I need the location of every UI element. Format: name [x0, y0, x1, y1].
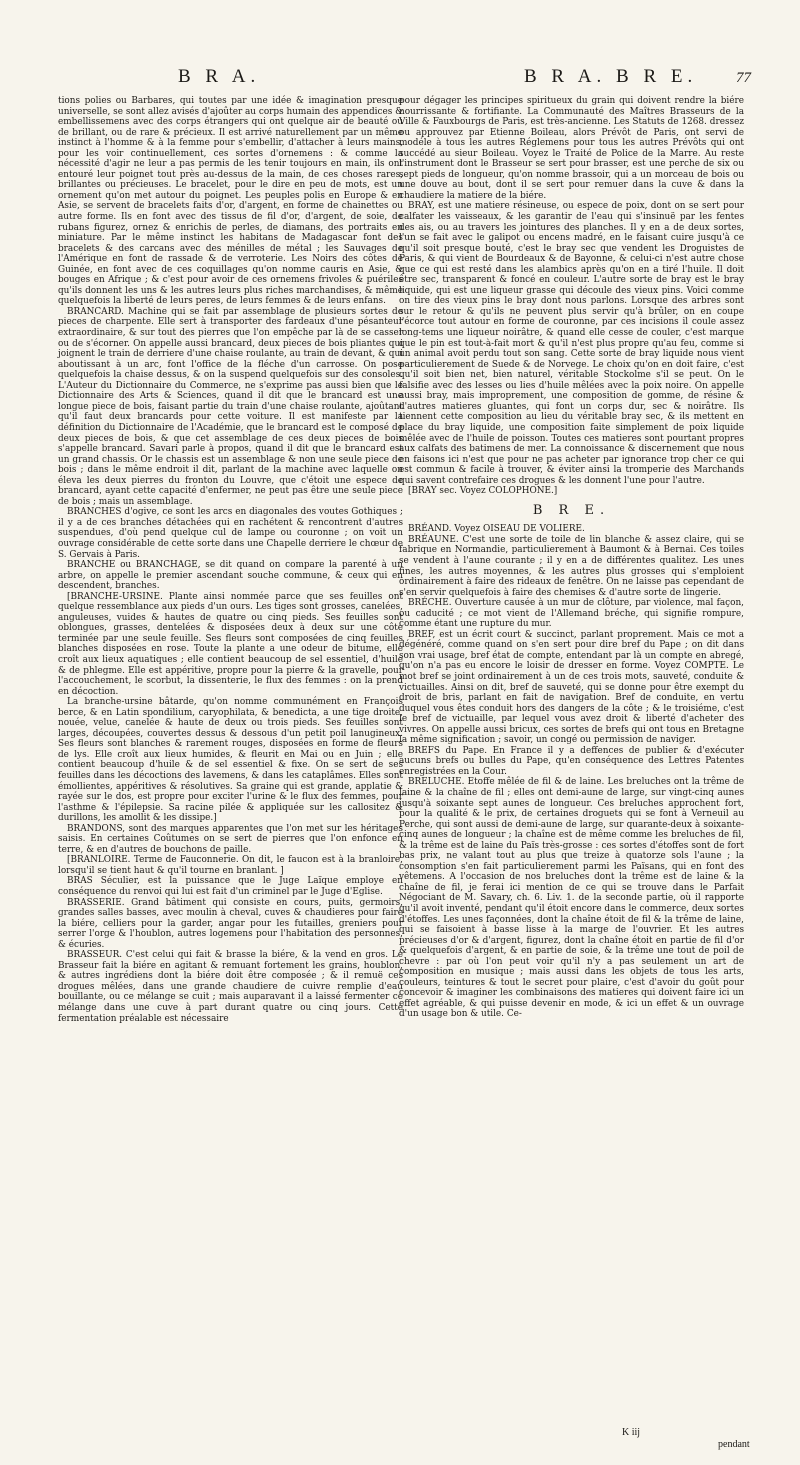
entry-bras-seculier: BRAS Séculier, est la puissance que le Juge Laïque employe en conséquence du renvoi qui lui est fait d'un criminel par le Juge d'Eglise. [58, 876, 403, 898]
entry-branche-ursine: [BRANCHE-URSINE. Plante ainsi nommée parce que ses feuilles ont quelque ressemblance aux pieds d'un ours. Les tiges sont grosses, canelées, anguleuses, vuides & hautes de quatre ou cinq pieds. Ses feuilles sont oblongues, grasses, dentelées & disposées deux à deux sur une côte terminée par une seule feuille. Ses fleurs sont composées de cinq feuilles blanches disposées en rose. Toute la plante a une odeur de bitume, elle croît aux lieux aquatiques ; elle contient beaucoup de sel essentiel, d'huile & de phlegme. Elle est appéritive, propre pour la pierre & la gravelle, pour l'accouchement, le scorbut, la dissenterie, le flux des femmes : on la prend en décoction. [58, 591, 403, 697]
signature-mark: K iij [622, 1427, 641, 1438]
entry-brasserie: BRASSERIE. Grand bâtiment qui consiste en cours, puits, germoirs, grandes salles basses, avec moulin à cheval, cuves & chaudieres pour faire la biére, celliers pour la garder, angar pour les futailles, greniers pour serrer l'orge & l'houblon, autres logemens pour l'habitation des personnes, & écuries. [58, 897, 403, 950]
entry-breand: BRÉAND. Voyez OISEAU DE VOLIERE. [408, 524, 585, 535]
running-head [0, 66, 800, 92]
left-column [58, 96, 403, 1024]
entry-branche: BRANCHE ou BRANCHAGE, se dit quand on compare la parenté à un arbre, on appelle le premier ascendant souche commune, & ceux qui en descendent, branches. [58, 560, 403, 592]
running-head-left: B R A. [178, 66, 261, 87]
section-heading-bre: B R E. [532, 502, 611, 518]
entry-bray: BRAY, est une matiere résineuse, ou espece de poix, dont on se sert pour calfater les vaisseaux, & les garantir de l'eau qui s'insinuë par les fentes des ais, ou au travers les jointures des planches. Il y en a de deux sortes, l'un se fait avec le galipot ou encens madré, en le faisant cuire jusqu'à ce qu'il soit presque bouté, c'est le bray sec que vendent les Droguistes de Paris, & qui vient de Bourdeaux & de Bayonne, & celui-ci n'est autre chose que ce qui est resté dans les alambics après qu'on en a tiré l'huile. Il doit être sec, transparent & foncé en couleur. L'autre sorte de bray est le bray liquide, qui est une liqueur grasse qui découle des vieux pins. Voici comme on tire des vieux pins le bray dont nous parlons. Lorsque des arbres sont sur le retour & qu'ils ne peuvent plus servir qu'à brûler, on en coupe l'écorce tout autour en forme de couronne, par ces incisions il coule assez long-tems une liqueur noirâtre, & quand elle cesse de couler, c'est marque que le pin est tout-à-fait mort & qu'il n'est plus propre qu'au feu, comme si un animal avoit perdu tout son sang. Cette sorte de bray liquide nous vient particulierement de Suede & de Norvege. Le choix qu'on en doit faire, c'est qu'il soit bien net, bien naturel, véritable Stockolme s'il se peut. On le falsifie avec des lesses ou lies d'huile mêlées avec la poix noire. On appelle aussi bray, mais improprement, une composition de gomme, de résine & d'autres matieres gluantes, qui font un corps dur, sec & noirâtre. Ils tiennent cette composition au lieu du véritable bray sec, & ils mettent en place du bray liquide, une composition faite simplement de poix liquide mêlée avec de l'huile de poisson. Toutes ces matieres sont pourtant propres aux calfats des batimens de mer. La connoissance & discernement que nous en faisons ici n'est que pour ne pas acheter par ignorance trop cher ce qui est commun & facile à trouver, & éviter ainsi la tromperie des Marchands qui savent contrefaire ces drogues & les donnent l'une pour l'autre. [399, 201, 744, 486]
entry-breche: BRÉCHE. Ouverture causée à un mur de clôture, par violence, mal façon, ou caducité ; ce mot vient de l'Allemand bréche, qui signifie rompure, comme étant une rupture du mur. [399, 598, 744, 630]
entry-brasseur-continued: pour dégager les principes spiritueux du grain qui doivent rendre la biére nourrissante & fortifiante. La Communauté des Maîtres Brasseurs de la Ville & Fauxbourgs de Paris, est très-ancienne. Les Statuts de 1268. dressez ou approuvez par Etienne Boileau, alors Prévôt de Paris, ont servi de modéle à tous les autres Réglemens pour tous les autres Prévôts qui ont succédé au sieur Boileau. Voyez le Traité de Police de la Marre. Au reste l'instrument dont le Brasseur se sert pour brasser, est une perche de six ou sept pieds de longueur, qu'on nomme brassoir, qui a un morceau de bois ou une douve au bout, dont il se sert pour remuer dans la cuve & dans la chaudiere la matiere de la biére. [399, 96, 744, 201]
running-head-right: B R A. B R E. [524, 66, 698, 87]
right-column [399, 96, 744, 1020]
entry-bray-sec: [BRAY sec. Voyez COLOPHONE.] [408, 486, 558, 497]
entry-brefs-du-pape: BREFS du Pape. En France il y a deffences de publier & d'exécuter aucuns brefs ou bulles du Pape, qu'en conséquence des Lettres Patentes enregistrées en la Cour. [399, 745, 744, 777]
entry-brancard: BRANCARD. Machine qui se fait par assemblage de plusieurs sortes de pieces de charpente. Elle sert à transporter des fardeaux d'une pésanteur extraordinaire, & sur tout des pierres que l'on empêche par là de se casser ou de s'écorner. On appelle aussi brancard, deux pieces de bois pliantes qui joignent le train de derriere d'une chaise roulante, au train de devant, & qui aboutissant à un arc, font l'office de la fléche d'un carrosse. On pose quelquefois la chaise dessus, & on la suspend quelquefois sur des consoles. L'Auteur du Dictionnaire du Commerce, ne s'exprime pas aussi bien que le Dictionnaire des Arts & Sciences, quand il dit que le brancard est une longue piece de bois, faisant partie du train d'une chaise roulante, ajoûtant qu'il faut deux brancards pour cette voiture. Il est manifeste par la définition du Dictionnaire de l'Académie, que le brancard est le composé de deux pieces de bois, & que cet assemblage de ces deux pieces de bois s'appelle brancard. Savari parle à propos, quand il dit que le brancard est un grand chassis. Or le chassis est un assemblage & non une seule piece de bois ; dans le même endroit il dit, parlant de la machine avec laquelle on éleva les deux pierres du fronton du Louvre, que c'étoit une espece de brancard, ayant cette capacité d'enfermer, ne peut pas être une seule piece de bois ; mais un assemblage. [58, 306, 403, 507]
entry-branloire: [BRANLOIRE. Terme de Fauconnerie. On dit, le faucon est à la branloire, lorsqu'il se tient haut & qu'il tourne en branlant. ] [58, 855, 403, 876]
entry-breaune: BRÉAUNE. C'est une sorte de toile de lin blanche & assez claire, qui se fabrique en Normandie, particulierement à Baumont & à Bernai. Ces toiles se vendent à l'aune courante ; il y en a de différentes qualitez. Les unes fines, les autres moyennes, & les autres plus grosses qui s'emploient ordinairement à faire des rideaux de fenêtre. On ne laisse pas cependant de s'en servir quelquefois à faire des chemises & d'autre sorte de lingerie. [399, 534, 744, 598]
entry-brandons: BRANDONS, sont des marques apparentes que l'on met sur les héritages saisis. En certaines Coûtumes on se sert de pierres que l'on enfonce en terre, & en d'autres de bouchons de paille. [58, 823, 403, 855]
page-number: 77 [736, 70, 751, 86]
catchword: pendant [718, 1439, 750, 1450]
entry-brasseur: BRASSEUR. C'est celui qui fait & brasse la biére, & la vend en gros. Le Brasseur fait la biére en agitant & remuant fortement les grains, houblon, & autres ingrédiens dont la biére doit être composée ; & il remuë ces drogues mêlées, dans une grande chaudiere de cuivre remplie d'eau bouillante, ou ce mélange se cuit ; mais auparavant il a laissé fermenter ce mélange dans une cuve à part durant quatre ou cinq jours. Cette fermentation préalable est nécessaire [58, 950, 403, 1024]
entry-branche-ursine-batarde: La branche-ursine bâtarde, qu'on nomme communément en François berce, & en Latin spondilium, caryophilata, & benedicta, a une tige droite, nouée, velue, canelée & haute de deux ou trois pieds. Ses feuilles sont larges, découpées, couvertes dessus & dessous d'un petit poil lanugineux. Ses fleurs sont blanches & rarement rouges, disposées en forme de fleurs de lys. Elle croît aux lieux humides, & fleurit en Mai ou en Juin ; elle contient beaucoup d'huile & de sel essentiel & fixe. On se sert de ses feuilles dans les décoctions des lavemens, & dans les cataplâmes. Elles sont émollientes, appéritives & résolutives. Sa graine qui est grande, applatie & rayée sur le dos, est propre pour exciter l'urine & le flux des femmes, pour l'asthme & l'épilepsie. Sa racine pilée & appliquée sur les callositez & durillons, les amollit & les dissipe.] [58, 697, 403, 824]
entry-breluche: BRELUCHE. Etoffe mêlée de fil & de laine. Les breluches ont la trême de laine & la chaîne de fil ; elles ont demi-aune de large, sur vingt-cinq aunes jusqu'à soixante sept aunes de longueur. Ces breluches approchent fort, pour la qualité & le prix, de certaines droguets qui se font à Verneuil au Perche, qui sont aussi de demi-aune de large, sur quarante-deux à soixante-cinq aunes de longueur ; la chaîne est de même comme les breluches de fil, & la trême est de laine du Païs très-grosse : ces sortes d'étoffes sont de fort bas prix, ne valant tout au plus que treize à quatorze sols l'aune ; la consomption s'en fait particulierement parmi les Païsans, qui en font des vêtemens. A l'occasion de nos breluches dont la trême est de laine & la chaîne de fil, je ferai ici mention de ce qui se trouve dans le Parfait Négociant de M. Savary, ch. 6. Liv. 1. de la seconde partie, où il rapporte qu'il avoit inventé, pendant qu'il étoit encore dans le commerce, deux sortes d'étoffes. Les unes façonnées, dont la chaîne étoit de fil & la trême de laine, qui se faisoient à basse lisse à la marge de l'ouvrier. Et les autres précieuses d'or & d'argent, figurez, dont la chaîne étoit en partie de fil d'or & quelquefois d'argent, & en partie de soie, & la trême une tout de poil de chevre : par où l'on peut voir qu'il n'y a pas seulement un art de composition en musique ; mais aussi dans les objets de tous les arts, couleurs, teintures & tout le secret pour plaire, c'est d'avoir du goût pour concevoir & imaginer les combinaisons des matieres qui doivent faire ici un effet agréable, & qui puisse devenir en mode, & ici un effet & un ouvrage d'un usage bon & utile. Ce- [399, 777, 744, 1020]
entry-bracelet-continued: tions polies ou Barbares, qui toutes par une idée & imagination presque universelle, se sont allez avisés d'ajoûter au corps humain des appendices & embellissemens avec des corps étrangers qui ont quelque air de beauté ou de brillant, ou de rare & précieux. Il est arrivé naturellement par un même instinct à l'homme & à la femme pour s'embellir, d'attacher à leurs mains, pour les voir continuellement, ces sortes d'ornemens : & comme la nécessité d'agir ne leur a pas permis de les tenir toujours en main, ils ont entouré leur poignet tout près au-dessus de la main, de ces choses rares, brillantes ou précieuses. Le bracelet, pour le dire en peu de mots, est un ornement qu'on met autour du poignet. Les peuples polis en Europe & en Asie, se servent de bracelets faits d'or, d'argent, en forme de chainettes ou autre forme. Ils en font avec des tissus de fil d'or, d'argent, de soie, de rubans figurez, ornez & enrichis de perles, de diamans, des portraits en miniature. Par le même instinct les habitans de Madagascar font des bracelets & des carcans avec des ménilles de métal ; les Sauvages de l'Amérique en font de rassade & de verroterie. Les Noirs des côtes de Guinée, en font avec de ces coquillages qu'on nomme cauris en Asie, & bouges en Afrique ; & c'est pour avoir de ces ornemens frivoles & puériles qu'ils donnent les uns & les autres leurs plus riches marchandises, & même quelquefois la liberté de leurs peres, de leurs femmes & de leurs enfans. [58, 96, 403, 307]
entry-branches-ogive: BRANCHES d'ogive, ce sont les arcs en diagonales des voutes Gothiques ; il y a de ces branches détachées qui en rachétent & rencontrent d'autres suspendues, d'où pend quelque cul de lampe ou couronne ; on voit un ouvrage considérable de cette sorte dans une Chapelle derriere le chœur de S. Gervais à Paris. [58, 507, 403, 560]
entry-bref: BREF, est un écrit court & succinct, parlant proprement. Mais ce mot a dégénéré, comme quand on s'en sert pour dire bref du Pape ; on dit dans son vrai usage, bref état de compte, entendant par là un compte en abregé, qu'on n'a pas eu encore le loisir de dresser en forme. Voyez COMPTE. Le mot bref se joint ordinairement à un de ces trois mots, sauveté, conduite & victuailles. Ainsi on dit, bref de sauveté, qui se donne pour être exempt du droit de bris, parlant en fait de navigation. Bref de conduite, en vertu duquel vous êtes conduit hors des dangers de la côte ; & le troisiéme, c'est le bref de victuaille, par lequel vous avez droit & liberté d'acheter des vivres. On appelle aussi bricux, ces sortes de brefs qui ont tous en Bretagne la même signification ; savoir, un congé ou permission de naviger. [399, 629, 744, 746]
